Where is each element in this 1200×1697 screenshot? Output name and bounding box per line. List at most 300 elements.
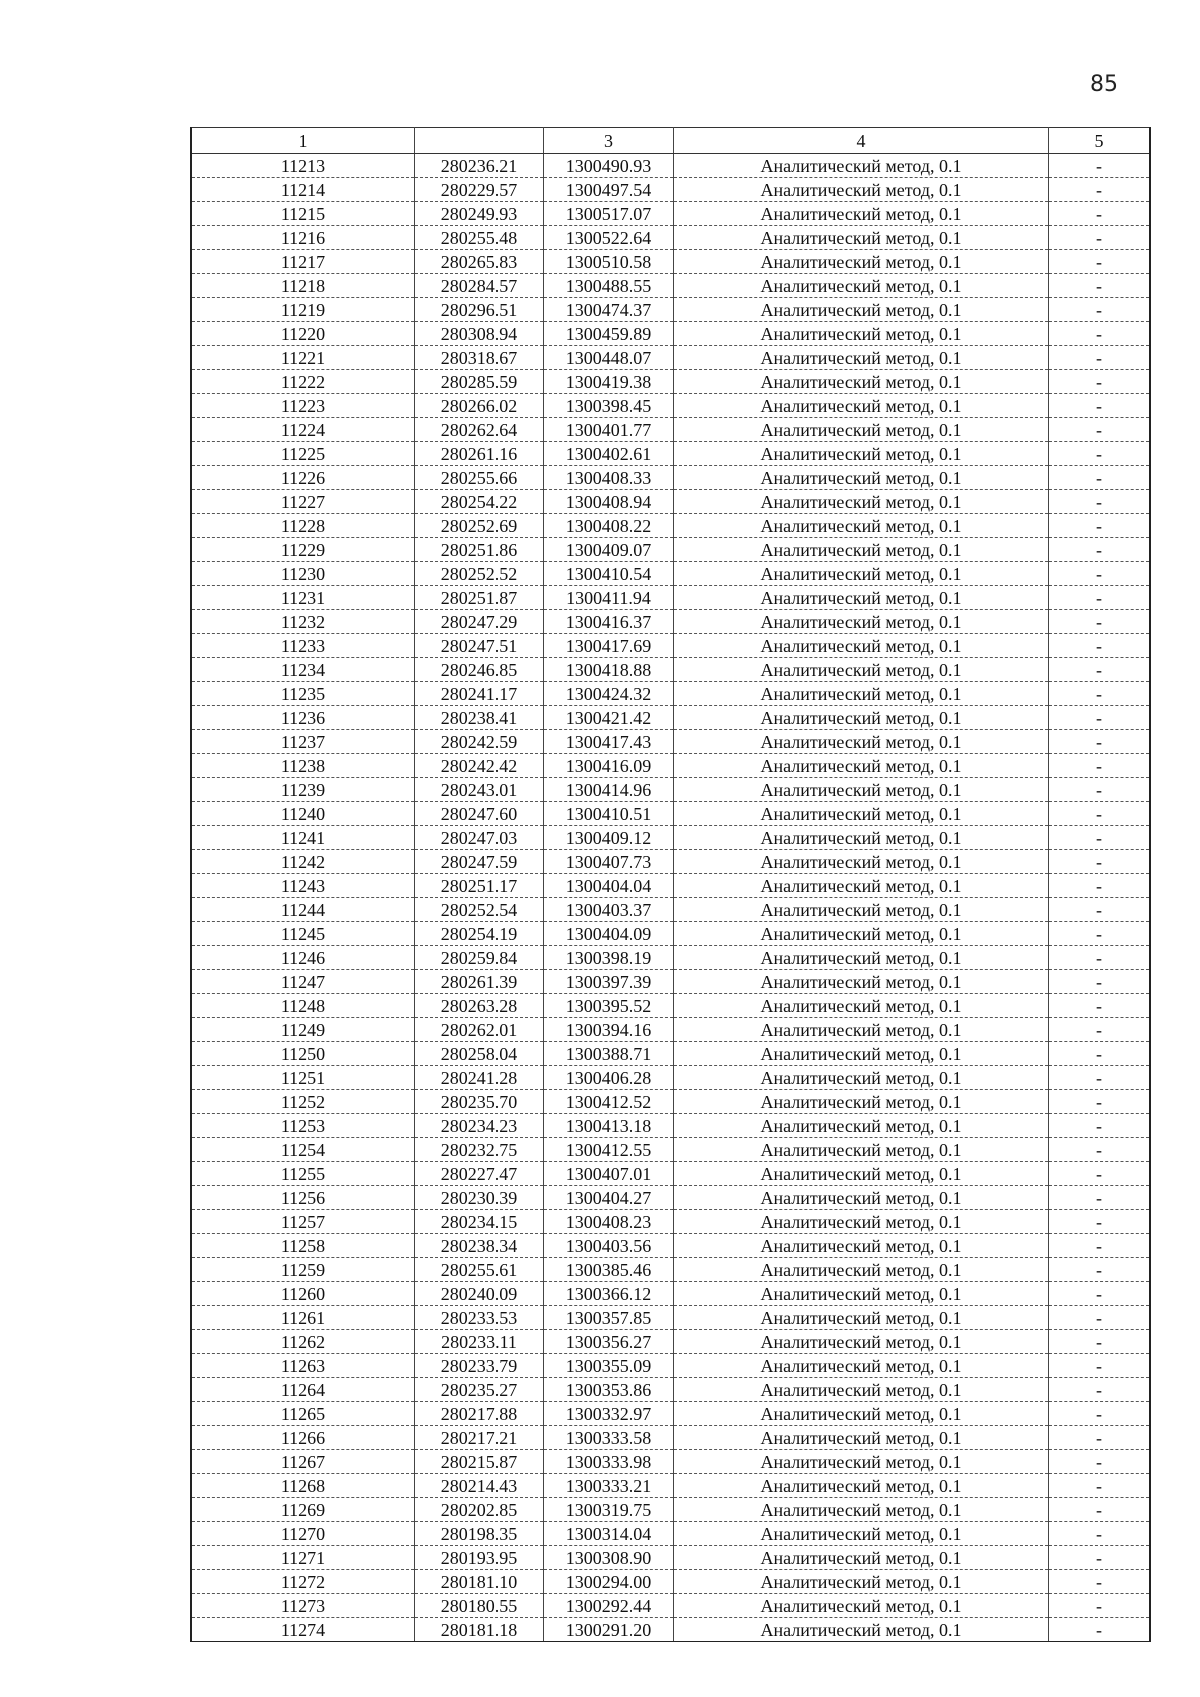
method-cell: Аналитический метод, 0.1 [674,1306,1049,1330]
note-cell: - [1049,1306,1151,1330]
note-cell: - [1049,1474,1151,1498]
method-cell: Аналитический метод, 0.1 [674,466,1049,490]
table-row [191,994,1150,1018]
table-row [191,1042,1150,1066]
note-cell: - [1049,706,1151,730]
column-header-2 [415,128,544,154]
y-coordinate-cell: 1300291.20 [544,1618,674,1642]
point-number-cell: 11213 [191,154,415,178]
method-cell: Аналитический метод, 0.1 [674,298,1049,322]
coordinates-table [190,127,1151,1642]
y-coordinate-cell: 1300356.27 [544,1330,674,1354]
note-cell: - [1049,1018,1151,1042]
method-cell: Аналитический метод, 0.1 [674,1378,1049,1402]
point-number-cell: 11251 [191,1066,415,1090]
x-coordinate-cell: 280247.51 [415,634,544,658]
table-row [191,922,1150,946]
x-coordinate-cell: 280238.34 [415,1234,544,1258]
note-cell: - [1049,178,1151,202]
x-coordinate-cell: 280233.79 [415,1354,544,1378]
note-cell: - [1049,1570,1151,1594]
y-coordinate-cell: 1300407.01 [544,1162,674,1186]
table-row [191,1090,1150,1114]
point-number-cell: 11262 [191,1330,415,1354]
method-cell: Аналитический метод, 0.1 [674,226,1049,250]
table-row [191,682,1150,706]
x-coordinate-cell: 280261.16 [415,442,544,466]
table-row [191,802,1150,826]
y-coordinate-cell: 1300408.22 [544,514,674,538]
note-cell: - [1049,1090,1151,1114]
note-cell: - [1049,1546,1151,1570]
y-coordinate-cell: 1300385.46 [544,1258,674,1282]
point-number-cell: 11215 [191,202,415,226]
y-coordinate-cell: 1300388.71 [544,1042,674,1066]
note-cell: - [1049,1258,1151,1282]
note-cell: - [1049,730,1151,754]
note-cell: - [1049,922,1151,946]
note-cell: - [1049,1354,1151,1378]
note-cell: - [1049,754,1151,778]
method-cell: Аналитический метод, 0.1 [674,802,1049,826]
x-coordinate-cell: 280255.66 [415,466,544,490]
table-row [191,658,1150,682]
point-number-cell: 11263 [191,1354,415,1378]
x-coordinate-cell: 280261.39 [415,970,544,994]
y-coordinate-cell: 1300366.12 [544,1282,674,1306]
x-coordinate-cell: 280296.51 [415,298,544,322]
method-cell: Аналитический метод, 0.1 [674,1138,1049,1162]
method-cell: Аналитический метод, 0.1 [674,1522,1049,1546]
y-coordinate-cell: 1300404.04 [544,874,674,898]
method-cell: Аналитический метод, 0.1 [674,490,1049,514]
table-row [191,346,1150,370]
method-cell: Аналитический метод, 0.1 [674,1498,1049,1522]
point-number-cell: 11221 [191,346,415,370]
y-coordinate-cell: 1300416.37 [544,610,674,634]
method-cell: Аналитический метод, 0.1 [674,394,1049,418]
note-cell: - [1049,634,1151,658]
table-row [191,562,1150,586]
method-cell: Аналитический метод, 0.1 [674,1090,1049,1114]
table-row [191,1162,1150,1186]
y-coordinate-cell: 1300421.42 [544,706,674,730]
note-cell: - [1049,1426,1151,1450]
table-row [191,1546,1150,1570]
note-cell: - [1049,514,1151,538]
point-number-cell: 11242 [191,850,415,874]
y-coordinate-cell: 1300408.94 [544,490,674,514]
x-coordinate-cell: 280233.53 [415,1306,544,1330]
x-coordinate-cell: 280247.59 [415,850,544,874]
method-cell: Аналитический метод, 0.1 [674,730,1049,754]
y-coordinate-cell: 1300292.44 [544,1594,674,1618]
method-cell: Аналитический метод, 0.1 [674,970,1049,994]
point-number-cell: 11248 [191,994,415,1018]
y-coordinate-cell: 1300409.12 [544,826,674,850]
method-cell: Аналитический метод, 0.1 [674,946,1049,970]
note-cell: - [1049,802,1151,826]
note-cell: - [1049,1042,1151,1066]
method-cell: Аналитический метод, 0.1 [674,562,1049,586]
point-number-cell: 11247 [191,970,415,994]
note-cell: - [1049,250,1151,274]
x-coordinate-cell: 280247.60 [415,802,544,826]
y-coordinate-cell: 1300332.97 [544,1402,674,1426]
note-cell: - [1049,418,1151,442]
x-coordinate-cell: 280258.04 [415,1042,544,1066]
table-row [191,970,1150,994]
x-coordinate-cell: 280181.10 [415,1570,544,1594]
x-coordinate-cell: 280227.47 [415,1162,544,1186]
x-coordinate-cell: 280262.01 [415,1018,544,1042]
x-coordinate-cell: 280243.01 [415,778,544,802]
y-coordinate-cell: 1300308.90 [544,1546,674,1570]
x-coordinate-cell: 280232.75 [415,1138,544,1162]
x-coordinate-cell: 280246.85 [415,658,544,682]
table-row [191,1234,1150,1258]
point-number-cell: 11259 [191,1258,415,1282]
table-row [191,442,1150,466]
table-row [191,1114,1150,1138]
method-cell: Аналитический метод, 0.1 [674,682,1049,706]
point-number-cell: 11249 [191,1018,415,1042]
point-number-cell: 11240 [191,802,415,826]
point-number-cell: 11243 [191,874,415,898]
point-number-cell: 11250 [191,1042,415,1066]
method-cell: Аналитический метод, 0.1 [674,1450,1049,1474]
x-coordinate-cell: 280214.43 [415,1474,544,1498]
method-cell: Аналитический метод, 0.1 [674,1546,1049,1570]
point-number-cell: 11239 [191,778,415,802]
method-cell: Аналитический метод, 0.1 [674,370,1049,394]
method-cell: Аналитический метод, 0.1 [674,778,1049,802]
y-coordinate-cell: 1300411.94 [544,586,674,610]
y-coordinate-cell: 1300404.09 [544,922,674,946]
point-number-cell: 11255 [191,1162,415,1186]
point-number-cell: 11225 [191,442,415,466]
table-row [191,1618,1150,1642]
y-coordinate-cell: 1300416.09 [544,754,674,778]
x-coordinate-cell: 280238.41 [415,706,544,730]
point-number-cell: 11232 [191,610,415,634]
table-row [191,1450,1150,1474]
table-row [191,874,1150,898]
point-number-cell: 11244 [191,898,415,922]
note-cell: - [1049,1066,1151,1090]
point-number-cell: 11270 [191,1522,415,1546]
y-coordinate-cell: 1300418.88 [544,658,674,682]
table-row [191,1474,1150,1498]
x-coordinate-cell: 280259.84 [415,946,544,970]
y-coordinate-cell: 1300419.38 [544,370,674,394]
method-cell: Аналитический метод, 0.1 [674,1426,1049,1450]
method-cell: Аналитический метод, 0.1 [674,202,1049,226]
y-coordinate-cell: 1300398.19 [544,946,674,970]
method-cell: Аналитический метод, 0.1 [674,1186,1049,1210]
y-coordinate-cell: 1300394.16 [544,1018,674,1042]
table-row [191,1210,1150,1234]
method-cell: Аналитический метод, 0.1 [674,1162,1049,1186]
note-cell: - [1049,1498,1151,1522]
table-row [191,1306,1150,1330]
note-cell: - [1049,1114,1151,1138]
x-coordinate-cell: 280217.88 [415,1402,544,1426]
point-number-cell: 11216 [191,226,415,250]
table-row [191,538,1150,562]
y-coordinate-cell: 1300398.45 [544,394,674,418]
page-number: 85 [1090,72,1118,97]
table-row [191,202,1150,226]
table-row [191,946,1150,970]
y-coordinate-cell: 1300403.37 [544,898,674,922]
x-coordinate-cell: 280241.28 [415,1066,544,1090]
y-coordinate-cell: 1300412.55 [544,1138,674,1162]
point-number-cell: 11256 [191,1186,415,1210]
note-cell: - [1049,778,1151,802]
x-coordinate-cell: 280252.69 [415,514,544,538]
y-coordinate-cell: 1300333.58 [544,1426,674,1450]
note-cell: - [1049,946,1151,970]
note-cell: - [1049,1450,1151,1474]
table-row [191,898,1150,922]
method-cell: Аналитический метод, 0.1 [674,754,1049,778]
method-cell: Аналитический метод, 0.1 [674,1570,1049,1594]
method-cell: Аналитический метод, 0.1 [674,154,1049,178]
y-coordinate-cell: 1300497.54 [544,178,674,202]
method-cell: Аналитический метод, 0.1 [674,1258,1049,1282]
x-coordinate-cell: 280252.52 [415,562,544,586]
y-coordinate-cell: 1300319.75 [544,1498,674,1522]
table-row [191,154,1150,178]
x-coordinate-cell: 280234.15 [415,1210,544,1234]
point-number-cell: 11235 [191,682,415,706]
method-cell: Аналитический метод, 0.1 [674,1474,1049,1498]
point-number-cell: 11253 [191,1114,415,1138]
y-coordinate-cell: 1300333.21 [544,1474,674,1498]
y-coordinate-cell: 1300355.09 [544,1354,674,1378]
x-coordinate-cell: 280285.59 [415,370,544,394]
note-cell: - [1049,562,1151,586]
point-number-cell: 11267 [191,1450,415,1474]
method-cell: Аналитический метод, 0.1 [674,442,1049,466]
table-row [191,610,1150,634]
x-coordinate-cell: 280229.57 [415,178,544,202]
method-cell: Аналитический метод, 0.1 [674,586,1049,610]
note-cell: - [1049,154,1151,178]
point-number-cell: 11265 [191,1402,415,1426]
point-number-cell: 11272 [191,1570,415,1594]
y-coordinate-cell: 1300413.18 [544,1114,674,1138]
note-cell: - [1049,202,1151,226]
note-cell: - [1049,1522,1151,1546]
method-cell: Аналитический метод, 0.1 [674,1114,1049,1138]
table-row [191,1138,1150,1162]
y-coordinate-cell: 1300417.69 [544,634,674,658]
note-cell: - [1049,1378,1151,1402]
method-cell: Аналитический метод, 0.1 [674,826,1049,850]
y-coordinate-cell: 1300397.39 [544,970,674,994]
point-number-cell: 11241 [191,826,415,850]
note-cell: - [1049,346,1151,370]
point-number-cell: 11257 [191,1210,415,1234]
table-row [191,586,1150,610]
y-coordinate-cell: 1300510.58 [544,250,674,274]
x-coordinate-cell: 280254.22 [415,490,544,514]
x-coordinate-cell: 280255.61 [415,1258,544,1282]
table-row [191,1354,1150,1378]
y-coordinate-cell: 1300357.85 [544,1306,674,1330]
column-header-5: 5 [1049,128,1151,154]
point-number-cell: 11237 [191,730,415,754]
table-row [191,322,1150,346]
y-coordinate-cell: 1300412.52 [544,1090,674,1114]
table-body [191,128,1150,1642]
x-coordinate-cell: 280255.48 [415,226,544,250]
point-number-cell: 11252 [191,1090,415,1114]
column-header-1: 1 [191,128,415,154]
x-coordinate-cell: 280249.93 [415,202,544,226]
x-coordinate-cell: 280308.94 [415,322,544,346]
y-coordinate-cell: 1300406.28 [544,1066,674,1090]
method-cell: Аналитический метод, 0.1 [674,994,1049,1018]
point-number-cell: 11268 [191,1474,415,1498]
x-coordinate-cell: 280242.42 [415,754,544,778]
method-cell: Аналитический метод, 0.1 [674,418,1049,442]
x-coordinate-cell: 280241.17 [415,682,544,706]
point-number-cell: 11228 [191,514,415,538]
y-coordinate-cell: 1300522.64 [544,226,674,250]
point-number-cell: 11273 [191,1594,415,1618]
point-number-cell: 11214 [191,178,415,202]
x-coordinate-cell: 280235.70 [415,1090,544,1114]
header-row [191,128,1150,154]
point-number-cell: 11234 [191,658,415,682]
note-cell: - [1049,1330,1151,1354]
table-row [191,250,1150,274]
method-cell: Аналитический метод, 0.1 [674,1330,1049,1354]
y-coordinate-cell: 1300407.73 [544,850,674,874]
note-cell: - [1049,490,1151,514]
point-number-cell: 11222 [191,370,415,394]
x-coordinate-cell: 280181.18 [415,1618,544,1642]
x-coordinate-cell: 280266.02 [415,394,544,418]
point-number-cell: 11218 [191,274,415,298]
point-number-cell: 11245 [191,922,415,946]
method-cell: Аналитический метод, 0.1 [674,634,1049,658]
method-cell: Аналитический метод, 0.1 [674,1354,1049,1378]
method-cell: Аналитический метод, 0.1 [674,1618,1049,1642]
note-cell: - [1049,610,1151,634]
point-number-cell: 11233 [191,634,415,658]
y-coordinate-cell: 1300408.33 [544,466,674,490]
method-cell: Аналитический метод, 0.1 [674,178,1049,202]
y-coordinate-cell: 1300353.86 [544,1378,674,1402]
table-row [191,778,1150,802]
table-row [191,634,1150,658]
y-coordinate-cell: 1300414.96 [544,778,674,802]
y-coordinate-cell: 1300424.32 [544,682,674,706]
table-row [191,706,1150,730]
point-number-cell: 11258 [191,1234,415,1258]
x-coordinate-cell: 280263.28 [415,994,544,1018]
y-coordinate-cell: 1300410.54 [544,562,674,586]
note-cell: - [1049,226,1151,250]
note-cell: - [1049,322,1151,346]
note-cell: - [1049,274,1151,298]
method-cell: Аналитический метод, 0.1 [674,850,1049,874]
point-number-cell: 11266 [191,1426,415,1450]
note-cell: - [1049,994,1151,1018]
table-row [191,754,1150,778]
x-coordinate-cell: 280247.29 [415,610,544,634]
table-row [191,418,1150,442]
method-cell: Аналитический метод, 0.1 [674,922,1049,946]
point-number-cell: 11238 [191,754,415,778]
table-row [191,1066,1150,1090]
y-coordinate-cell: 1300474.37 [544,298,674,322]
table-row [191,466,1150,490]
note-cell: - [1049,1162,1151,1186]
table-row [191,1594,1150,1618]
x-coordinate-cell: 280252.54 [415,898,544,922]
table-row [191,1402,1150,1426]
y-coordinate-cell: 1300490.93 [544,154,674,178]
table-row [191,1498,1150,1522]
x-coordinate-cell: 280230.39 [415,1186,544,1210]
x-coordinate-cell: 280235.27 [415,1378,544,1402]
y-coordinate-cell: 1300417.43 [544,730,674,754]
table-row [191,274,1150,298]
method-cell: Аналитический метод, 0.1 [674,538,1049,562]
method-cell: Аналитический метод, 0.1 [674,658,1049,682]
y-coordinate-cell: 1300409.07 [544,538,674,562]
x-coordinate-cell: 280242.59 [415,730,544,754]
table-row [191,370,1150,394]
point-number-cell: 11224 [191,418,415,442]
x-coordinate-cell: 280247.03 [415,826,544,850]
note-cell: - [1049,394,1151,418]
y-coordinate-cell: 1300402.61 [544,442,674,466]
y-coordinate-cell: 1300410.51 [544,802,674,826]
x-coordinate-cell: 280240.09 [415,1282,544,1306]
point-number-cell: 11254 [191,1138,415,1162]
table-row [191,1378,1150,1402]
note-cell: - [1049,538,1151,562]
point-number-cell: 11217 [191,250,415,274]
x-coordinate-cell: 280318.67 [415,346,544,370]
x-coordinate-cell: 280254.19 [415,922,544,946]
column-header-4: 4 [674,128,1049,154]
point-number-cell: 11223 [191,394,415,418]
note-cell: - [1049,1186,1151,1210]
method-cell: Аналитический метод, 0.1 [674,1402,1049,1426]
x-coordinate-cell: 280251.86 [415,538,544,562]
table-row [191,178,1150,202]
point-number-cell: 11231 [191,586,415,610]
point-number-cell: 11274 [191,1618,415,1642]
point-number-cell: 11219 [191,298,415,322]
point-number-cell: 11230 [191,562,415,586]
y-coordinate-cell: 1300314.04 [544,1522,674,1546]
method-cell: Аналитический метод, 0.1 [674,706,1049,730]
note-cell: - [1049,898,1151,922]
point-number-cell: 11260 [191,1282,415,1306]
method-cell: Аналитический метод, 0.1 [674,250,1049,274]
x-coordinate-cell: 280234.23 [415,1114,544,1138]
table-row [191,850,1150,874]
method-cell: Аналитический метод, 0.1 [674,1210,1049,1234]
